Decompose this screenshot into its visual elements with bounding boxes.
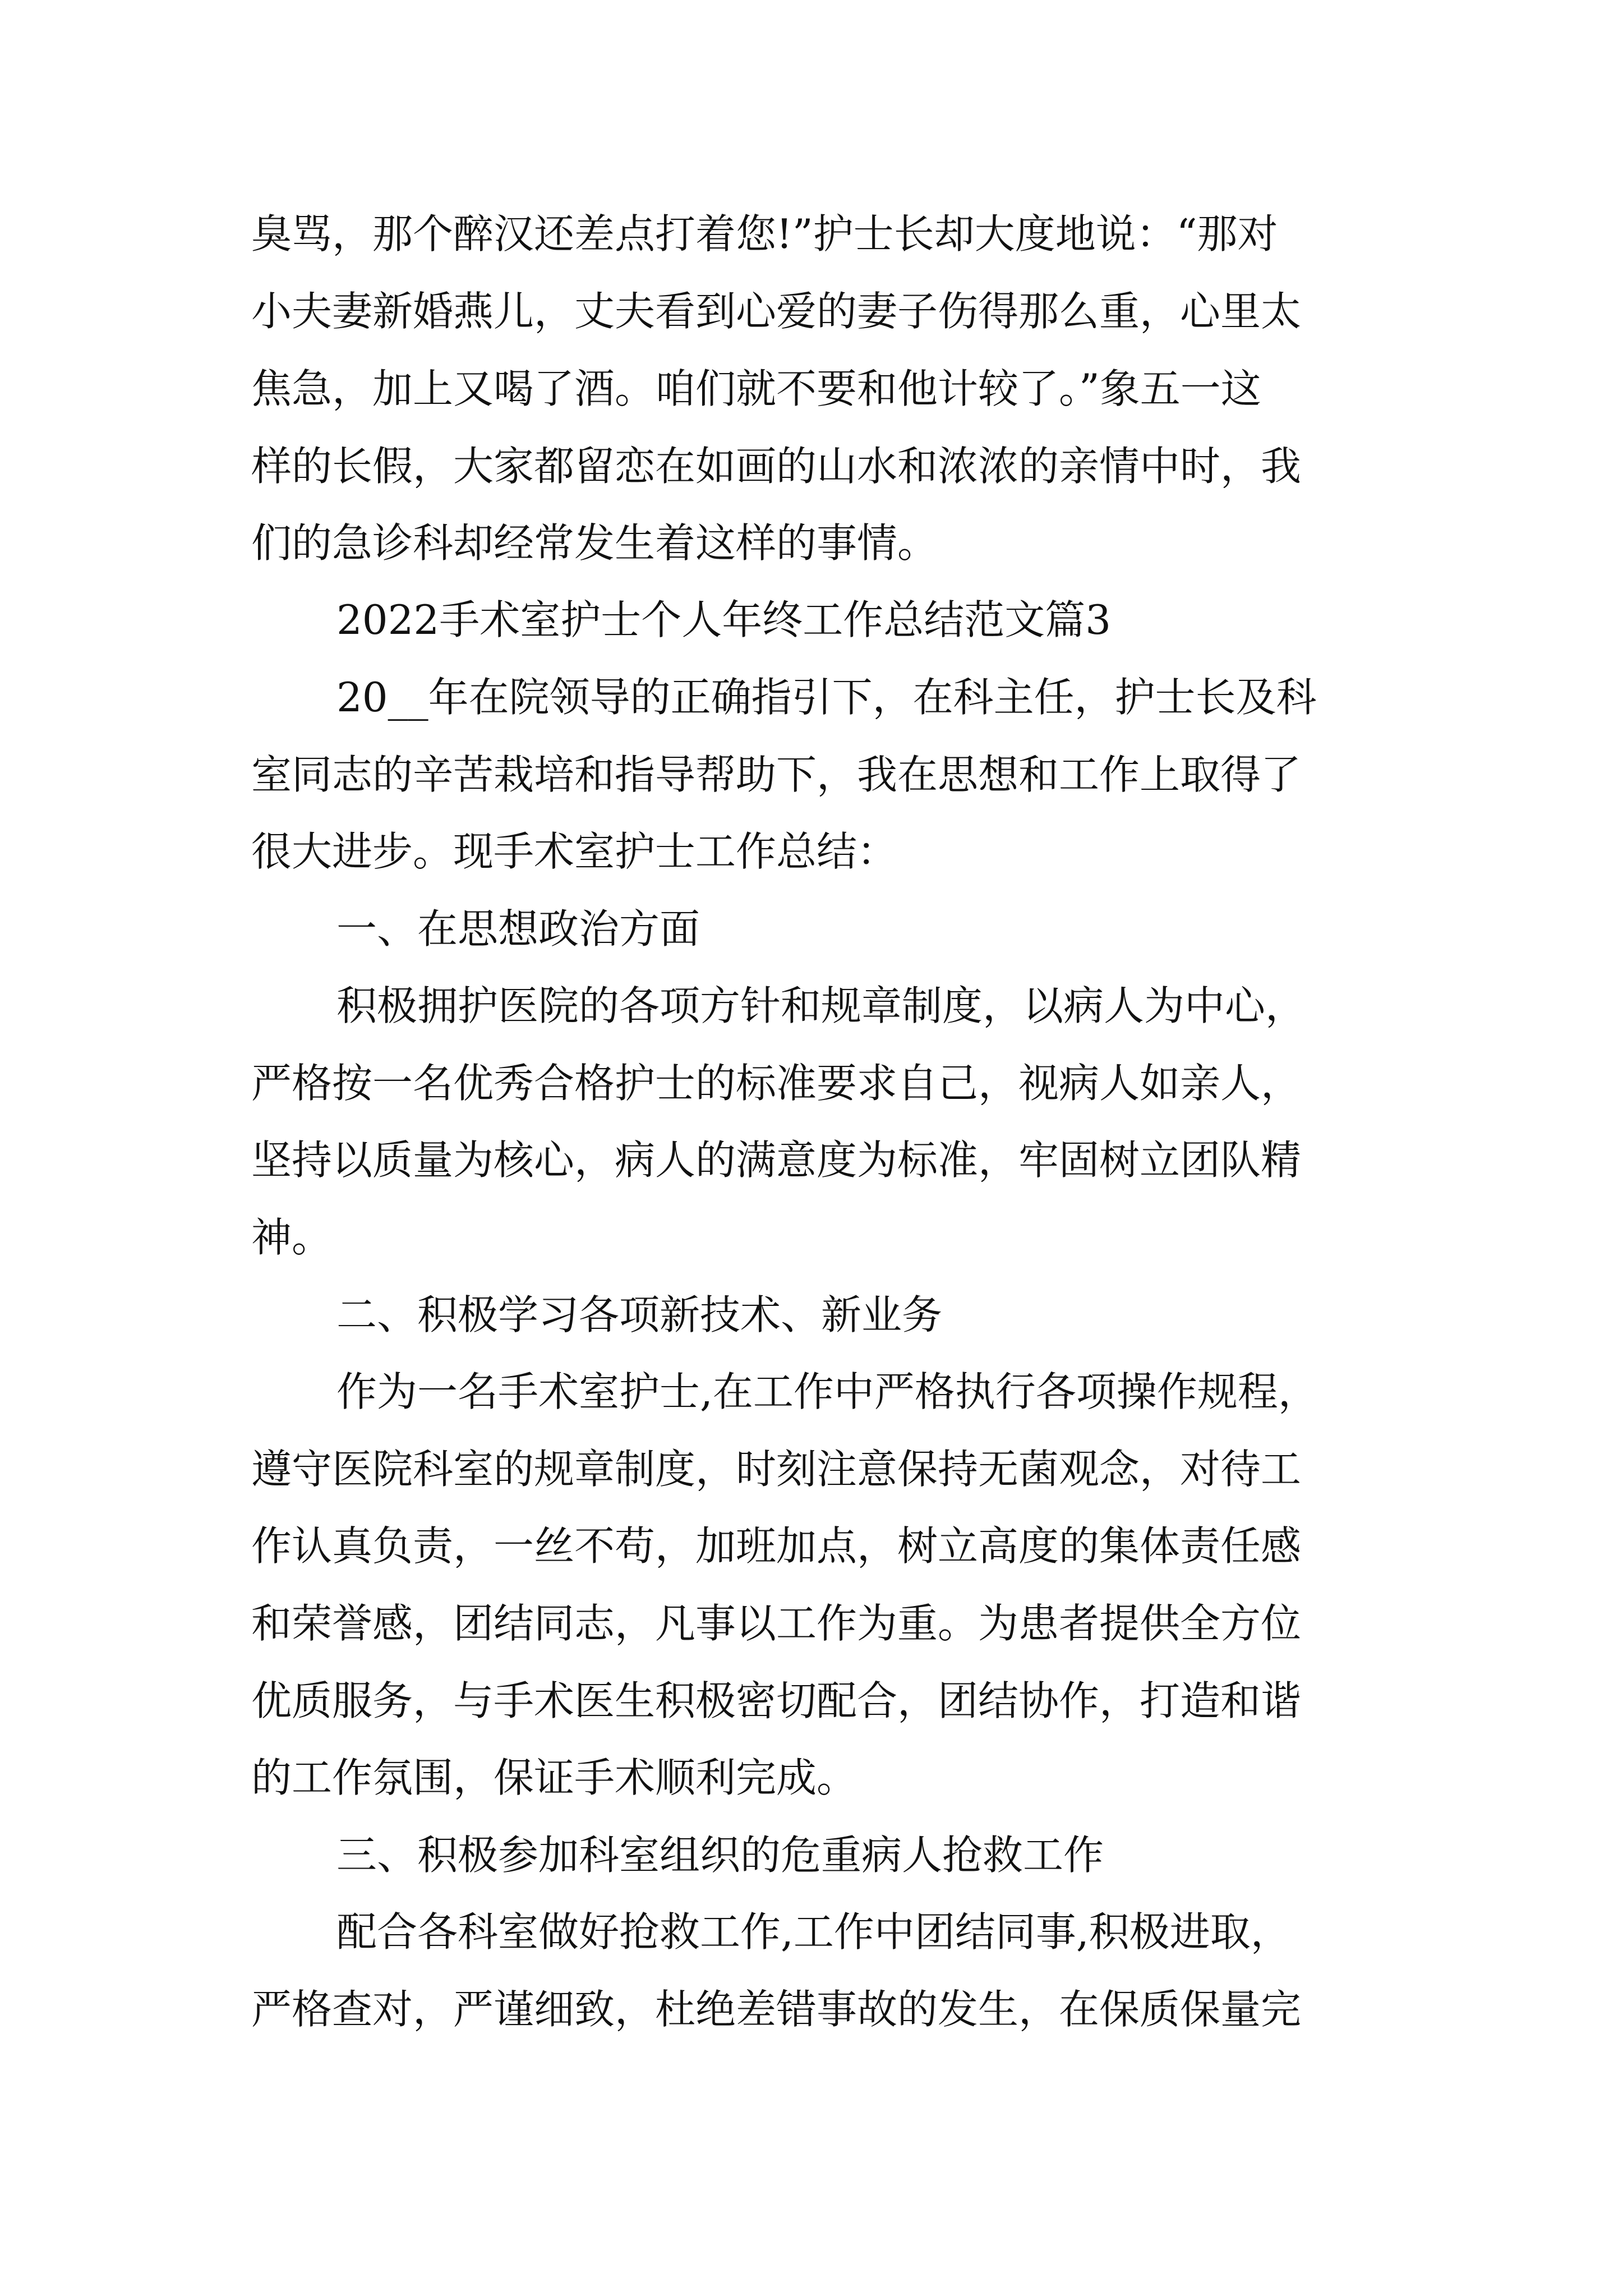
body-text-line: 小夫妻新婚燕儿，丈夫看到心爱的妻子伤得那么重，心里太 bbox=[251, 288, 1302, 335]
body-text-line: 室同志的辛苦栽培和指导帮助下，我在思想和工作上取得了 bbox=[251, 751, 1302, 798]
body-text-line: 和荣誉感，团结同志，凡事以工作为重。为患者提供全方位 bbox=[251, 1600, 1302, 1647]
subsection-heading: 二、积极学习各项新技术、新业务 bbox=[336, 1291, 943, 1338]
body-text-line: 坚持以质量为核心，病人的满意度为标准，牢固树立团队精 bbox=[251, 1137, 1302, 1184]
body-text-line: 作认真负责，一丝不苟，加班加点，树立高度的集体责任感 bbox=[251, 1522, 1302, 1570]
body-text-line: 臭骂，那个醉汉还差点打着您!”护士长却大度地说：“那对 bbox=[251, 210, 1278, 257]
body-text-line: 很大进步。现手术室护士工作总结： bbox=[251, 828, 898, 875]
body-text-line: 积极拥护医院的各项方针和规章制度，以病人为中心， bbox=[336, 982, 1306, 1029]
body-text-line: 作为一名手术室护士,在工作中严格执行各项操作规程， bbox=[336, 1368, 1318, 1415]
body-text-line: 样的长假，大家都留恋在如画的山水和浓浓的亲情中时，我 bbox=[251, 443, 1302, 490]
body-text-line: 优质服务，与手术医生积极密切配合，团结协作，打造和谐 bbox=[251, 1677, 1302, 1724]
section-title: 2022手术室护士个人年终工作总结范文篇3 bbox=[336, 596, 1112, 643]
body-text-line: 配合各科室做好抢救工作,工作中团结同事,积极进取， bbox=[336, 1908, 1291, 1955]
body-text-line: 20__年在院领导的正确指引下，在科主任，护士长及科 bbox=[336, 674, 1317, 721]
body-text-line: 们的急诊科却经常发生着这样的事情。 bbox=[251, 519, 938, 567]
body-text-line: 严格查对，严谨细致，杜绝差错事故的发生，在保质保量完 bbox=[251, 1986, 1302, 2033]
body-text-line: 的工作氛围，保证手术顺利完成。 bbox=[251, 1754, 857, 1801]
subsection-heading: 三、积极参加科室组织的危重病人抢救工作 bbox=[336, 1832, 1104, 1879]
body-text-line: 遵守医院科室的规章制度，时刻注意保持无菌观念，对待工 bbox=[251, 1446, 1302, 1493]
subsection-heading: 一、在思想政治方面 bbox=[336, 905, 700, 953]
body-text-line: 严格按一名优秀合格护士的标准要求自己，视病人如亲人， bbox=[251, 1060, 1302, 1107]
body-text-line: 神。 bbox=[251, 1214, 333, 1261]
body-text-line: 焦急，加上又喝了酒。咱们就不要和他计较了。”象五一这 bbox=[251, 365, 1261, 412]
